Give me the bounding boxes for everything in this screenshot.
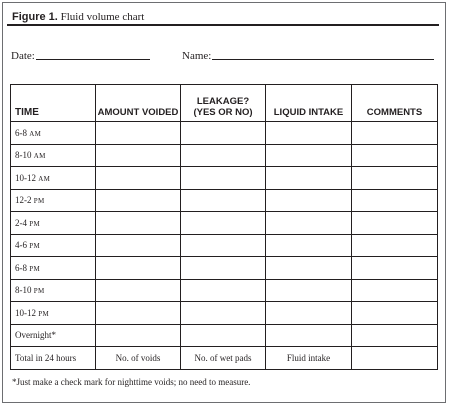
amount-voided-cell[interactable] [96, 167, 181, 190]
table-row [11, 234, 438, 257]
amount-voided-cell[interactable] [96, 189, 181, 212]
leakage-cell[interactable] [181, 234, 266, 257]
header-liquid-intake: LIQUID INTAKE [266, 85, 352, 122]
time-cell [11, 144, 96, 167]
comments-cell[interactable] [352, 234, 438, 257]
time-cell [11, 324, 96, 347]
time-cell [11, 212, 96, 235]
time-period: PM [29, 264, 40, 273]
table-row [11, 167, 438, 190]
time-cell: Total in 24 hours [11, 347, 96, 370]
title-divider [7, 24, 439, 26]
figure-number: Figure 1. [12, 11, 58, 23]
total-voids-cell: No. of voids [96, 347, 181, 370]
liquid-intake-cell[interactable] [266, 234, 352, 257]
leakage-cell[interactable] [181, 189, 266, 212]
time-period: AM [33, 152, 46, 161]
time-range: 6-8 [15, 262, 27, 273]
fluid-volume-table [10, 84, 438, 370]
time-cell [11, 279, 96, 302]
figure-title [12, 11, 144, 23]
time-period: PM [38, 309, 49, 318]
time-range: 8-10 [15, 150, 32, 161]
amount-voided-cell[interactable] [96, 302, 181, 325]
table-header-row [11, 85, 438, 122]
time-period: AM [38, 174, 51, 183]
leakage-cell[interactable] [181, 167, 266, 190]
total-comments-cell [352, 347, 438, 370]
time-range: 10-12 [15, 307, 36, 318]
amount-voided-cell[interactable] [96, 144, 181, 167]
date-field [11, 50, 150, 62]
liquid-intake-cell[interactable] [266, 257, 352, 280]
table-row [11, 324, 438, 347]
figure-caption: Fluid volume chart [60, 11, 145, 23]
time-cell [11, 122, 96, 145]
liquid-intake-cell[interactable] [266, 212, 352, 235]
time-range: Overnight* [15, 330, 56, 341]
table-row [11, 144, 438, 167]
time-cell [11, 302, 96, 325]
amount-voided-cell[interactable] [96, 257, 181, 280]
name-label: Name: [182, 50, 212, 62]
time-period: PM [33, 287, 45, 296]
leakage-cell[interactable] [181, 302, 266, 325]
table-row [11, 302, 438, 325]
leakage-cell[interactable] [181, 279, 266, 302]
table-row [11, 122, 438, 145]
total-row [11, 347, 438, 370]
liquid-intake-cell[interactable] [266, 324, 352, 347]
comments-cell[interactable] [352, 324, 438, 347]
time-cell [11, 167, 96, 190]
time-range: 10-12 [15, 172, 36, 183]
leakage-cell[interactable] [181, 144, 266, 167]
comments-cell[interactable] [352, 279, 438, 302]
time-period: PM [33, 197, 45, 206]
comments-cell[interactable] [352, 167, 438, 190]
time-period: PM [29, 242, 40, 251]
amount-voided-cell[interactable] [96, 279, 181, 302]
date-label: Date: [11, 50, 35, 62]
comments-cell[interactable] [352, 122, 438, 145]
comments-cell[interactable] [352, 302, 438, 325]
name-blank-line[interactable] [212, 59, 434, 60]
total-wet-pads-cell: No. of wet pads [181, 347, 266, 370]
header-comments: COMMENTS [352, 85, 438, 122]
header-time: TIME [11, 85, 96, 122]
leakage-cell[interactable] [181, 212, 266, 235]
date-blank-line[interactable] [36, 59, 150, 60]
time-range: 8-10 [15, 285, 32, 296]
time-cell [11, 257, 96, 280]
amount-voided-cell[interactable] [96, 324, 181, 347]
header-leakage: LEAKAGE? (YES OR NO) [181, 85, 266, 122]
liquid-intake-cell[interactable] [266, 167, 352, 190]
liquid-intake-cell[interactable] [266, 189, 352, 212]
time-period: PM [29, 219, 40, 228]
table-row [11, 279, 438, 302]
table-row [11, 257, 438, 280]
liquid-intake-cell[interactable] [266, 279, 352, 302]
leakage-cell[interactable] [181, 257, 266, 280]
liquid-intake-cell[interactable] [266, 302, 352, 325]
table-row [11, 189, 438, 212]
leakage-cell[interactable] [181, 122, 266, 145]
time-range: 6-8 [15, 127, 27, 138]
comments-cell[interactable] [352, 257, 438, 280]
comments-cell[interactable] [352, 144, 438, 167]
name-field [182, 50, 434, 62]
table-row [11, 212, 438, 235]
header-amount-voided: AMOUNT VOIDED [96, 85, 181, 122]
time-range: 2-4 [15, 217, 27, 228]
amount-voided-cell[interactable] [96, 122, 181, 145]
liquid-intake-cell[interactable] [266, 122, 352, 145]
footnote: *Just make a check mark for nighttime voids; no need to measure. [12, 377, 251, 387]
time-range: 12-2 [15, 195, 32, 206]
total-fluid-intake-cell: Fluid intake [266, 347, 352, 370]
leakage-cell[interactable] [181, 324, 266, 347]
amount-voided-cell[interactable] [96, 234, 181, 257]
time-period: AM [29, 129, 42, 138]
time-range: 4-6 [15, 240, 27, 251]
liquid-intake-cell[interactable] [266, 144, 352, 167]
time-cell [11, 189, 96, 212]
time-cell [11, 234, 96, 257]
amount-voided-cell[interactable] [96, 212, 181, 235]
comments-cell[interactable] [352, 212, 438, 235]
comments-cell[interactable] [352, 189, 438, 212]
